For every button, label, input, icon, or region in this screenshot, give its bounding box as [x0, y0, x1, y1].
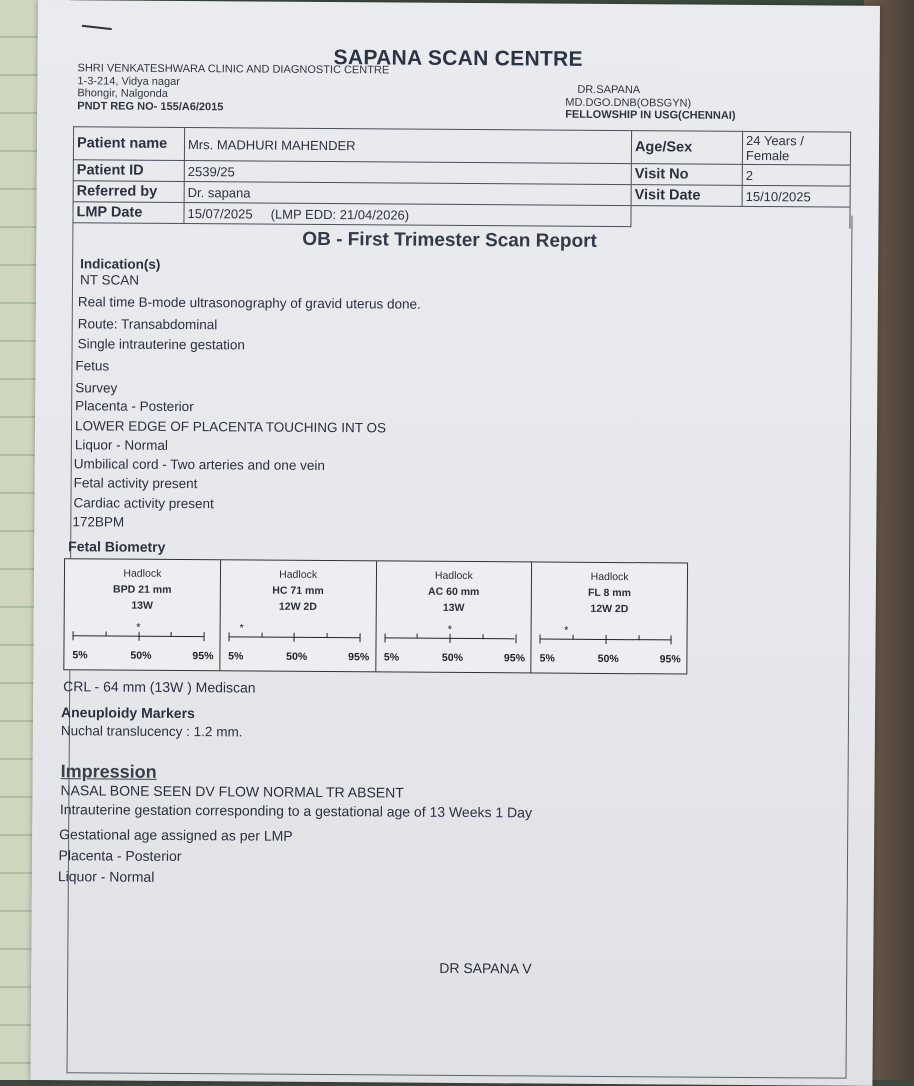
doctor-signature: DR SAPANA V: [439, 959, 532, 977]
impression-line: Gestational age assigned as per LMP: [59, 826, 293, 844]
impression-line: Placenta - Posterior: [58, 847, 182, 865]
age-value: 24 Years / Female: [742, 131, 850, 165]
finding-line: Single intrauterine gestation: [77, 336, 246, 353]
scale-label: 95%: [659, 653, 681, 666]
axis-tick: [540, 635, 541, 644]
centre-name: SAPANA SCAN CENTRE: [333, 46, 583, 71]
biometry-age: 13W: [131, 599, 153, 612]
finding-line: Real time B-mode ultrasonography of gravid uterus done.: [77, 294, 421, 312]
biometry-measure: FL 8 mm: [587, 586, 632, 600]
biometry-method: Hadlock: [590, 570, 629, 584]
axis-tick: [327, 633, 328, 638]
crl-line: CRL - 64 mm (13W ) Mediscan: [63, 678, 256, 696]
doctor-name: DR.SAPANA: [577, 83, 641, 97]
biometry-method: Hadlock: [434, 569, 473, 583]
axis-tick: [482, 634, 483, 639]
scale-label: 5%: [72, 649, 88, 662]
finding-line: Fetus: [75, 358, 110, 374]
biometry-measure: HC 71 mm: [272, 584, 324, 598]
finding-line: Liquor - Normal: [74, 437, 168, 453]
axis-tick: [384, 633, 385, 642]
doctor-degree: MD.DGO.DNB(OBSGYN): [565, 96, 692, 110]
scale-label: 5%: [539, 652, 555, 665]
clinic-address-block: [77, 62, 389, 114]
finding-line: Placenta - Posterior: [75, 398, 194, 415]
age-label: Age/Sex: [631, 131, 742, 165]
biometry-age: 12W 2D: [278, 600, 317, 613]
axis-tick: [638, 635, 639, 640]
lmp-edd: (LMP EDD: 21/04/2026): [270, 206, 410, 223]
biometry-method: Hadlock: [279, 568, 318, 581]
biometry-text: [65, 565, 220, 614]
visit-date-value: 15/10/2025: [742, 185, 850, 207]
axis-tick: [105, 631, 106, 636]
visit-no-label: Visit No: [631, 164, 742, 186]
doctor-block: [565, 84, 736, 123]
biometry-cell: [220, 560, 377, 671]
address-line-2: Bhongir, Nalgonda: [77, 87, 168, 100]
nuchal-translucency: Nuchal translucency : 1.2 mm.: [60, 723, 243, 740]
finding-line: 172BPM: [72, 514, 125, 530]
patient-name-label: Patient name: [73, 127, 184, 161]
scale-label: 50%: [130, 649, 152, 662]
finding-line: LOWER EDGE OF PLACENTA TOUCHING INT OS: [74, 418, 387, 436]
pen-mark: [82, 25, 112, 30]
pndt-reg: PNDT REG NO- 155/A6/2015: [77, 99, 224, 113]
impression-line: Intrauterine gestation corresponding to a gestational age of 13 Weeks 1 Day: [59, 801, 533, 821]
biometry-text: [532, 568, 687, 617]
axis-tick: [515, 634, 516, 643]
fetal-biometry-table: [63, 558, 688, 674]
fetal-biometry-title: Fetal Biometry: [68, 538, 166, 555]
axis-tick: [671, 635, 672, 644]
finding-line: Route: Transabdominal: [77, 316, 218, 333]
axis-tick: [573, 635, 574, 640]
scale-label: 50%: [286, 650, 308, 663]
lmp-label: LMP Date: [73, 202, 184, 224]
scale-label: 5%: [383, 651, 400, 664]
axis-tick: [294, 633, 295, 642]
scale-label: 95%: [503, 652, 525, 665]
scan-report-sheet: [30, 0, 880, 1086]
scale-label: 50%: [441, 651, 463, 664]
axis-tick: [359, 633, 360, 642]
referred-by-label: Referred by: [73, 181, 184, 203]
finding-line: Fetal activity present: [73, 475, 198, 492]
axis-tick: [417, 634, 418, 639]
percentile-marker: *: [239, 622, 244, 635]
axis-tick: [605, 635, 606, 644]
finding-line: Survey: [75, 380, 118, 396]
finding-line: Indication(s): [80, 256, 161, 272]
impression-line: NASAL BONE SEEN DV FLOW NORMAL TR ABSENT: [60, 782, 404, 801]
percentile-marker: *: [136, 621, 141, 634]
biometry-method: Hadlock: [123, 567, 162, 580]
clinic-name: SHRI VENKATESHWARA CLINIC AND DIAGNOSTIC CENTRE: [77, 62, 390, 77]
scale-label: 95%: [348, 651, 370, 664]
biometry-measure: AC 60 mm: [428, 585, 480, 599]
scale-label: 5%: [228, 650, 244, 663]
finding-line: Umbilical cord - Two arteries and one vein: [73, 456, 325, 474]
lmp-date: 15/07/2025: [187, 205, 253, 222]
aneuploidy-title: Aneuploidy Markers: [60, 704, 195, 722]
impression-title: Impression: [60, 761, 157, 782]
finding-line: Cardiac activity present: [73, 495, 214, 512]
patient-name-value: Mrs. MADHURI MAHENDER: [184, 128, 631, 164]
finding-line: NT SCAN: [79, 272, 140, 288]
axis-tick: [204, 632, 205, 641]
biometry-age: 13W: [442, 601, 465, 614]
biometry-cell: [64, 559, 221, 670]
report-title: OB - First Trimester Scan Report: [302, 228, 597, 252]
axis-tick: [261, 633, 262, 638]
biometry-cell: [532, 562, 688, 673]
scale-label: 95%: [192, 650, 214, 663]
address-line-1: 1-3-214, Vidya nagar: [77, 74, 181, 88]
patient-id-value: 2539/25: [184, 161, 631, 185]
axis-tick: [171, 632, 172, 637]
axis-tick: [228, 632, 229, 641]
referred-by-value: Dr. sapana: [184, 182, 631, 206]
axis-tick: [73, 631, 74, 640]
biometry-cell: [376, 561, 533, 672]
impression-line: Liquor - Normal: [57, 868, 155, 885]
biometry-age: 12W 2D: [590, 602, 629, 616]
visit-date-label: Visit Date: [631, 185, 742, 207]
doctor-fellowship: FELLOWSHIP IN USG(CHENNAI): [565, 108, 736, 122]
percentile-marker: *: [564, 624, 569, 637]
patient-id-label: Patient ID: [73, 160, 184, 182]
biometry-text: [376, 567, 531, 616]
biometry-measure: BPD 21 mm: [113, 583, 172, 596]
biometry-text: [220, 566, 375, 615]
scale-label: 50%: [597, 652, 619, 666]
visit-no-value: 2: [742, 164, 850, 186]
percentile-marker: *: [447, 623, 452, 636]
